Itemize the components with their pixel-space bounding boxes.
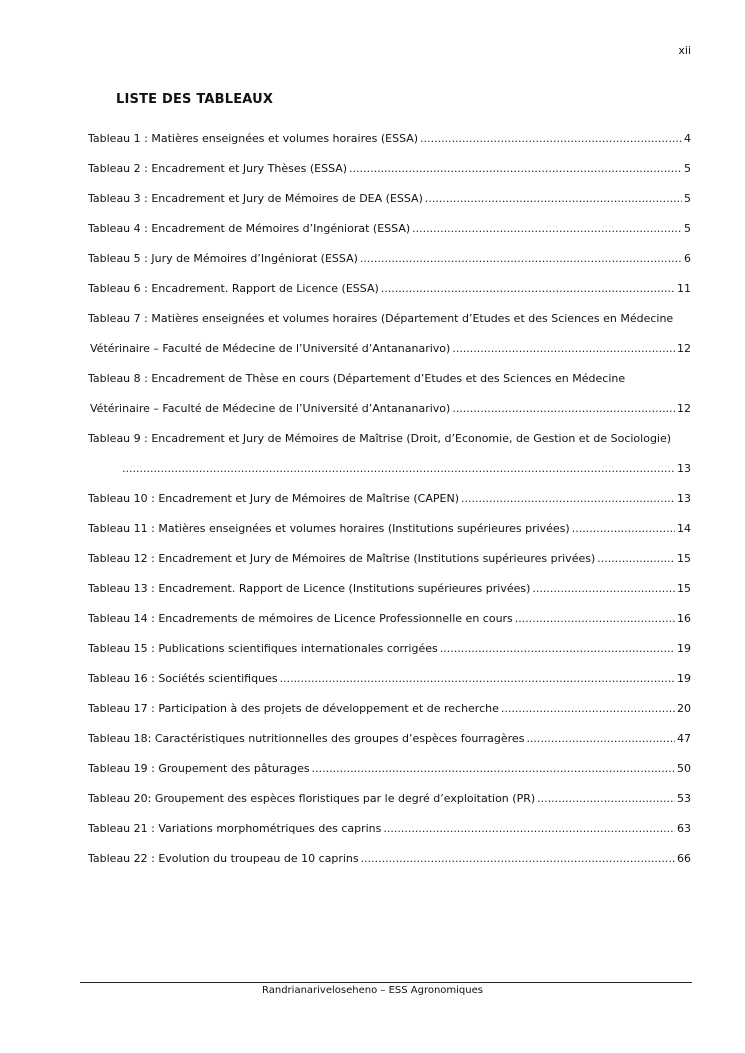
toc-entry-title: Tableau 14 : Encadrements de mémoires de Licence Professionnelle en cours [88,612,513,625]
toc-entry-title: Tableau 19 : Groupement des pâturages [88,762,310,775]
toc-entry-page: 15 [677,582,691,595]
dot-leader [440,639,675,659]
toc-entry[interactable] [88,219,691,249]
toc-entry-page: 4 [684,132,691,145]
toc-entry-page: 15 [677,552,691,565]
toc-entry-page: 19 [677,642,691,655]
toc-entry-page: 12 [677,342,691,355]
toc-entry-title: Vétérinaire – Faculté de Médecine de l’Université d’Antananarivo) [90,402,451,415]
toc-entry[interactable] [88,789,691,819]
toc-entry[interactable] [88,609,691,639]
dot-leader [280,669,675,689]
toc-entry-page: 13 [677,462,691,475]
toc-entry-title: Tableau 18: Caractéristiques nutritionnelles des groupes d’espèces fourragères [88,732,525,745]
dot-leader [452,339,675,359]
dot-leader [572,519,675,539]
toc-entry-title: Tableau 20: Groupement des espèces floristiques par le degré d’exploitation (PR) [88,792,536,805]
dot-leader [360,249,682,269]
toc-entry-title: Tableau 6 : Encadrement. Rapport de Licence (ESSA) [88,282,379,295]
toc-entry[interactable] [88,339,691,369]
toc-entry[interactable] [88,189,691,219]
toc-entry-title: Tableau 17 : Participation à des projets de développement et de recherche [88,702,499,715]
toc-entry[interactable] [88,399,691,429]
dot-leader [122,459,675,479]
toc-entry-page: 63 [677,822,691,835]
toc-entry-title: Tableau 11 : Matières enseignées et volumes horaires (Institutions supérieures privées) [88,522,570,535]
dot-leader [452,399,675,419]
dot-leader [381,279,675,299]
footer-divider [80,982,692,983]
dot-leader [526,729,675,749]
toc-entry-page: 5 [684,162,691,175]
dot-leader [383,819,675,839]
toc-entry-title: Tableau 2 : Encadrement et Jury Thèses (ESSA) [88,162,348,175]
dot-leader [349,159,682,179]
dot-leader [501,699,675,719]
toc-entry[interactable] [88,549,691,579]
toc-entry-page: 66 [677,852,691,865]
toc-entry[interactable] [88,129,691,159]
dot-leader [515,609,675,629]
dot-leader [361,849,675,869]
toc-entry[interactable] [88,309,691,339]
toc-entry-page: 20 [677,702,691,715]
toc-entry-page: 47 [677,732,691,745]
toc-entry-title: Tableau 8 : Encadrement de Thèse en cours (Département d’Etudes et des Sciences en Médecine [88,372,626,385]
toc-entry[interactable] [88,699,691,729]
footer-text: Randrianariveloseheno – ESS Agronomiques [262,985,483,996]
toc-entry[interactable] [88,249,691,279]
toc-entry-title: Tableau 21 : Variations morphométriques des caprins [88,822,382,835]
toc-entry-title: Tableau 1 : Matières enseignées et volumes horaires (ESSA) [88,132,419,145]
toc-entry-title: Tableau 5 : Jury de Mémoires d’Ingéniorat (ESSA) [88,252,358,265]
toc-entry-title: Tableau 10 : Encadrement et Jury de Mémoires de Maîtrise (CAPEN) [88,492,459,505]
toc-entry[interactable] [88,849,691,879]
toc-entry[interactable] [88,429,691,459]
toc-entry-page: 19 [677,672,691,685]
table-of-tables [88,129,691,879]
dot-leader [461,489,675,509]
toc-entry-page: 12 [677,402,691,415]
dot-leader [597,549,675,569]
toc-entry-page: 53 [677,792,691,805]
dot-leader [412,219,682,239]
toc-entry[interactable] [88,279,691,309]
toc-entry-page: 6 [684,252,691,265]
toc-entry[interactable] [88,669,691,699]
toc-entry-title: Tableau 13 : Encadrement. Rapport de Licence (Institutions supérieures privées) [88,582,531,595]
page-title: LISTE DES TABLEAUX [116,92,274,107]
page-number: xii [678,44,691,57]
toc-entry-page: 16 [677,612,691,625]
toc-entry[interactable] [88,759,691,789]
toc-entry-page: 13 [677,492,691,505]
toc-entry[interactable] [88,639,691,669]
toc-entry-title: Tableau 7 : Matières enseignées et volumes horaires (Département d’Etudes et des Sciences en Médecine [88,312,674,325]
toc-entry[interactable] [88,819,691,849]
toc-entry-title: Tableau 15 : Publications scientifiques internationales corrigées [88,642,438,655]
toc-entry[interactable] [88,519,691,549]
toc-entry-page: 11 [677,282,691,295]
toc-entry-page: 5 [684,192,691,205]
toc-entry[interactable] [88,369,691,399]
toc-entry[interactable] [88,729,691,759]
toc-entry-page: 5 [684,222,691,235]
toc-entry-page: 14 [677,522,691,535]
dot-leader [425,189,682,209]
toc-entry-title: Tableau 12 : Encadrement et Jury de Mémoires de Maîtrise (Institutions supérieures privées) [88,552,596,565]
toc-entry-title: Tableau 16 : Sociétés scientifiques [88,672,278,685]
dot-leader [537,789,675,809]
toc-entry[interactable] [88,489,691,519]
toc-entry-title: Tableau 4 : Encadrement de Mémoires d’Ingéniorat (ESSA) [88,222,411,235]
toc-entry-title: Vétérinaire – Faculté de Médecine de l’Université d’Antananarivo) [90,342,451,355]
dot-leader [532,579,675,599]
toc-entry-page: 50 [677,762,691,775]
toc-entry-title: Tableau 22 : Evolution du troupeau de 10 caprins [88,852,359,865]
toc-entry-title: Tableau 3 : Encadrement et Jury de Mémoires de DEA (ESSA) [88,192,423,205]
dot-leader [420,129,682,149]
toc-entry-title: Tableau 9 : Encadrement et Jury de Mémoires de Maîtrise (Droit, d’Economie, de Gestion et de Sociologie) [88,432,672,445]
toc-entry[interactable] [88,159,691,189]
toc-entry[interactable] [88,579,691,609]
toc-entry[interactable] [88,459,691,489]
dot-leader [312,759,675,779]
